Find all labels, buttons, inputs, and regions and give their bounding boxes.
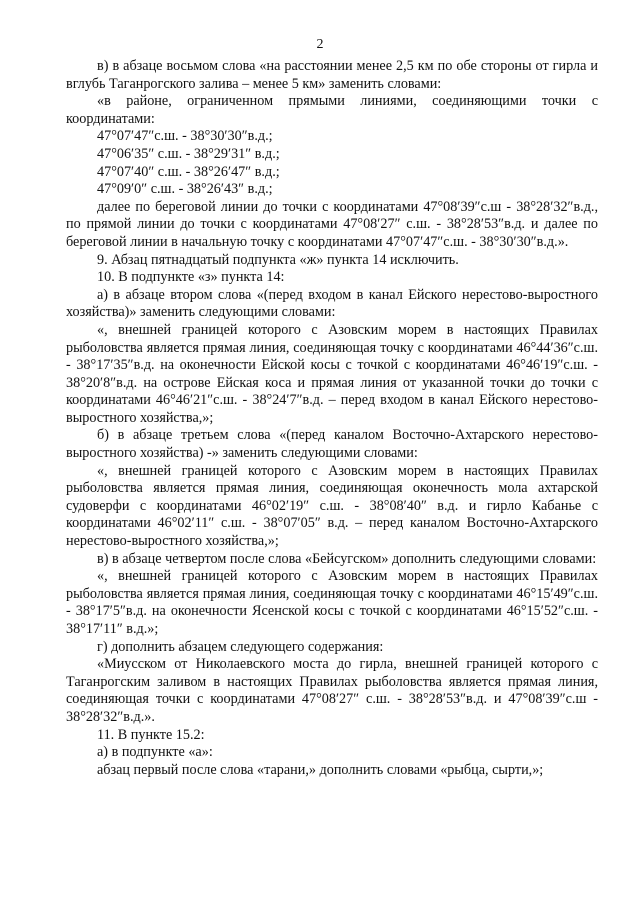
coordinate-line: 47°09′0″ с.ш. - 38°26′43″ в.д.;: [97, 181, 273, 198]
paragraph: «в районе, ограниченном прямыми линиями, соединяющими точки с координатами:: [66, 93, 598, 127]
paragraph: «, внешней границей которого с Азовским морем в настоящих Правилах рыболовства является прямая линия, соединяющая точку с координатами 46°15′49″с.ш. - 38°17′5″в.д. на оконечности Ясенской косы с точкой с координатами 46°15′52″с.ш. - 38°17′11″ в.д.»;: [66, 568, 598, 637]
paragraph: 9. Абзац пятнадцатый подпункта «ж» пункта 14 исключить.: [97, 251, 459, 268]
paragraph: «Миусском от Николаевского моста до гирла, внешней границей которого с Таганрогским заливом в настоящих Правилах рыболовства является прямая линия, соединяющая точки с координатами 47°08′27″ с.ш. - 38°28′53″в.д. и 47°08′39″с.ш - 38°28′32″в.д.».: [66, 656, 598, 725]
paragraph: в) в абзаце четвертом после слова «Бейсугском» дополнить следующими словами:: [97, 550, 597, 567]
paragraph: «, внешней границей которого с Азовским морем в настоящих Правилах рыболовства является прямая линия, соединяющая точку с координатами 46°44′36″с.ш. - 38°17′35″в.д. на оконечности Ейской косы с точкой с координатами 46°46′19″с.ш. - 38°20′8″в.д. на острове Ейская коса и прямая линия от указанной точки до точки с координатами 46°46′21″с.ш. - 38°24′7″в.д. – перед входом в канал Ейского нерестово-выростного хозяйства,»;: [66, 321, 598, 426]
paragraph: абзац первый после слова «тарани,» дополнить словами «рыбца, сырти,»;: [97, 761, 544, 778]
coordinate-line: 47°06′35″ с.ш. - 38°29′31″ в.д.;: [97, 145, 280, 162]
paragraph: г) дополнить абзацем следующего содержания:: [97, 638, 384, 655]
coordinate-line: 47°07′40″ с.ш. - 38°26′47″ в.д.;: [97, 163, 280, 180]
paragraph: б) в абзаце третьем слова «(перед каналом Восточно-Ахтарского нерестово-выростного хозяйства) -» заменить следующими словами:: [66, 427, 598, 462]
paragraph: 11. В пункте 15.2:: [97, 726, 205, 743]
paragraph: 10. В подпункте «з» пункта 14:: [97, 269, 285, 286]
paragraph: в) в абзаце восьмом слова «на расстоянии менее 2,5 км по обе стороны от гирла и вглубь Таганрогского залива – менее 5 км» заменить словами:: [66, 58, 598, 92]
coordinate-line: 47°07′47″с.ш. - 38°30′30″в.д.;: [97, 128, 273, 145]
paragraph: а) в абзаце втором слова «(перед входом в канал Ейского нерестово-выростного хозяйства)» заменить следующими словами:: [66, 286, 598, 321]
document-body: [66, 58, 598, 779]
page-number: 2: [316, 37, 324, 52]
paragraph: далее по береговой линии до точки с координатами 47°08′39″с.ш - 38°28′32″в.д., по прямой линии до точки с координатами 47°08′27″ с.ш. - 38°28′53″в.д. и далее по береговой линии в начальную точку с координатами 47°07′47″с.ш. - 38°30′30″в.д.».: [66, 198, 598, 250]
paragraph: «, внешней границей которого с Азовским морем в настоящих Правилах рыболовства является прямая линия, соединяющая оконечность мола ахтарской судоверфи с координатами 46°02′19″ с.ш. - 38°08′40″ в.д. и гирло Кабанье с координатами 46°02′11″ с.ш. - 38°07′05″ в.д. – перед каналом Восточно-Ахтарского нерестово-выростного хозяйства,»;: [66, 462, 598, 550]
paragraph: а) в подпункте «а»:: [97, 744, 213, 761]
